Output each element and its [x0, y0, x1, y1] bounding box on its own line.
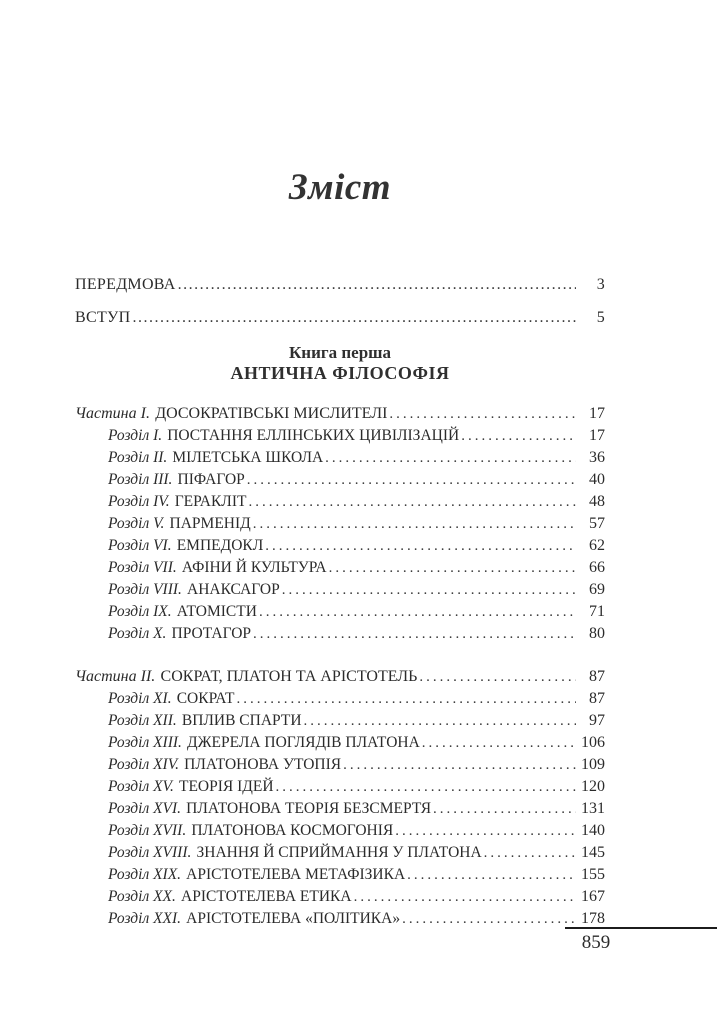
toc-part-2: [75, 666, 605, 930]
toc-entry: [75, 798, 605, 820]
toc-entry: [75, 425, 605, 447]
toc-entry-label: Розділ XV. ТЕОРІЯ ІДЕЙ: [108, 778, 274, 795]
toc-entry-page: 106: [581, 734, 605, 751]
toc-entry-label: Розділ XI. СОКРАТ: [108, 690, 235, 707]
toc-entry: [75, 732, 605, 754]
toc-entry: [75, 842, 605, 864]
dot-leader: [402, 908, 576, 930]
toc-front-matter: [75, 268, 605, 334]
toc-entry-label: Розділ XVI. ПЛАТОНОВА ТЕОРІЯ БЕЗСМЕРТЯ: [108, 800, 432, 817]
toc-entry-page: 140: [581, 822, 605, 839]
toc-entry-label: Розділ XX. АРІСТОТЕЛЕВА ЕТИКА: [108, 888, 352, 905]
toc-entry: [75, 864, 605, 886]
toc-entry-page: 87: [589, 690, 605, 707]
toc-entry-label: ПЕРЕДМОВА: [75, 276, 176, 293]
dot-leader: [253, 623, 576, 645]
toc-entry: [75, 688, 605, 710]
dot-leader: [253, 513, 576, 535]
toc-entry-label: Розділ VIII. АНАКСАГОР: [108, 581, 280, 598]
footer-page-number: 859: [581, 932, 611, 953]
book-title: АНТИЧНА ФІЛОСОФІЯ: [230, 363, 450, 383]
toc-entry: [75, 601, 605, 623]
toc-entry-label: Розділ XVIII. ЗНАННЯ Й СПРИЙМАННЯ У ПЛАТОНА: [108, 844, 482, 861]
toc-entry-page: 167: [581, 888, 605, 905]
toc-entry-page: 145: [581, 844, 605, 861]
toc-entry-page: 62: [589, 537, 605, 554]
dot-leader: [433, 798, 576, 820]
toc-entry-label: Розділ III. ПІФАГОР: [108, 471, 245, 488]
dot-leader: [395, 820, 576, 842]
toc-entry: [75, 301, 605, 334]
dot-leader: [484, 842, 576, 864]
toc-entry: [75, 710, 605, 732]
toc-entry-label: Розділ XVII. ПЛАТОНОВА КОСМОГОНІЯ: [108, 822, 394, 839]
toc-entry-label: Розділ XIX. АРІСТОТЕЛЕВА МЕТАФІЗИКА: [108, 866, 406, 883]
toc-entry-page: 97: [589, 712, 605, 729]
dot-leader: [248, 491, 576, 513]
toc-entry-label: Розділ IX. АТОМІСТИ: [108, 603, 257, 620]
dot-leader: [133, 301, 577, 334]
toc-entry: [75, 908, 605, 930]
toc-entry-page: 48: [589, 493, 605, 510]
dot-leader: [259, 601, 576, 623]
dot-leader: [329, 557, 576, 579]
toc-entry-label: Розділ XII. ВПЛИВ СПАРТИ: [108, 712, 302, 729]
toc-entry-page: 71: [589, 603, 605, 620]
toc-entry-page: 155: [581, 866, 605, 883]
toc-entry-page: 3: [596, 276, 605, 293]
toc-entry: [75, 557, 605, 579]
dot-leader: [265, 535, 576, 557]
toc-entry: [75, 579, 605, 601]
toc-entry-page: 87: [589, 668, 605, 685]
dot-leader: [247, 469, 576, 491]
toc-entry-label: Розділ VI. ЕМПЕДОКЛ: [108, 537, 264, 554]
toc-entry-page: 120: [581, 778, 605, 795]
dot-leader: [419, 666, 576, 688]
toc-entry-label: Частина I. ДОСОКРАТІВСЬКІ МИСЛИТЕЛІ: [75, 405, 388, 422]
toc-entry: [75, 491, 605, 513]
book-kicker: Книга перша: [288, 343, 392, 362]
dot-leader: [178, 268, 576, 301]
toc-entry-page: 69: [589, 581, 605, 598]
dot-leader: [325, 447, 576, 469]
toc-entry-label: Розділ XIII. ДЖЕРЕЛА ПОГЛЯДІВ ПЛАТОНА: [108, 734, 420, 751]
toc-entry-label: Частина II. СОКРАТ, ПЛАТОН ТА АРІСТОТЕЛЬ: [75, 668, 418, 685]
dot-leader: [354, 886, 576, 908]
footer-divider: [565, 927, 717, 929]
toc-entry-page: 80: [589, 625, 605, 642]
toc-entry-label: Розділ X. ПРОТАГОР: [108, 625, 252, 642]
toc-entry: [75, 447, 605, 469]
toc-part-1: [75, 403, 605, 645]
dot-leader: [304, 710, 576, 732]
dot-leader: [422, 732, 576, 754]
toc-entry: [75, 469, 605, 491]
toc-entry: [75, 623, 605, 645]
toc-entry: [75, 268, 605, 301]
toc-entry: [75, 535, 605, 557]
toc-entry-page: 57: [589, 515, 605, 532]
toc-part-entry: [75, 666, 605, 688]
page-title: Зміст: [288, 167, 392, 208]
toc-entry-page: 131: [581, 800, 605, 817]
toc-entry-label: Розділ XXI. АРІСТОТЕЛЕВА «ПОЛІТИКА»: [108, 910, 401, 927]
toc-content: [75, 0, 605, 930]
toc-entry-label: Розділ V. ПАРМЕНІД: [108, 515, 251, 532]
toc-entry-label: ВСТУП: [75, 309, 131, 326]
toc-entry-page: 17: [589, 405, 605, 422]
toc-part-entry: [75, 403, 605, 425]
toc-entry-label: Розділ II. МІЛЕТСЬКА ШКОЛА: [108, 449, 324, 466]
toc-entry-page: 17: [589, 427, 605, 444]
toc-entry-page: 36: [589, 449, 605, 466]
toc-entry-page: 40: [589, 471, 605, 488]
toc-entry: [75, 776, 605, 798]
dot-leader: [407, 864, 576, 886]
dot-leader: [282, 579, 576, 601]
toc-entry-page: 109: [581, 756, 605, 773]
dot-leader: [276, 776, 576, 798]
dot-leader: [237, 688, 576, 710]
toc-entry-page: 66: [589, 559, 605, 576]
dot-leader: [389, 403, 576, 425]
toc-entry: [75, 754, 605, 776]
toc-entry-label: Розділ I. ПОСТАННЯ ЕЛЛІНСЬКИХ ЦИВІЛІЗАЦІЙ: [108, 427, 460, 444]
toc-entry: [75, 820, 605, 842]
dot-leader: [461, 425, 576, 447]
toc-entry-label: Розділ XIV. ПЛАТОНОВА УТОПІЯ: [108, 756, 342, 773]
toc-entry-label: Розділ IV. ГЕРАКЛІТ: [108, 493, 247, 510]
toc-entry-page: 5: [596, 309, 605, 326]
toc-entry-page: 178: [581, 910, 605, 927]
book-heading: [75, 342, 605, 384]
dot-leader: [343, 754, 576, 776]
toc-entry: [75, 886, 605, 908]
toc-entry: [75, 513, 605, 535]
toc-entry-label: Розділ VII. АФІНИ Й КУЛЬТУРА: [108, 559, 327, 576]
